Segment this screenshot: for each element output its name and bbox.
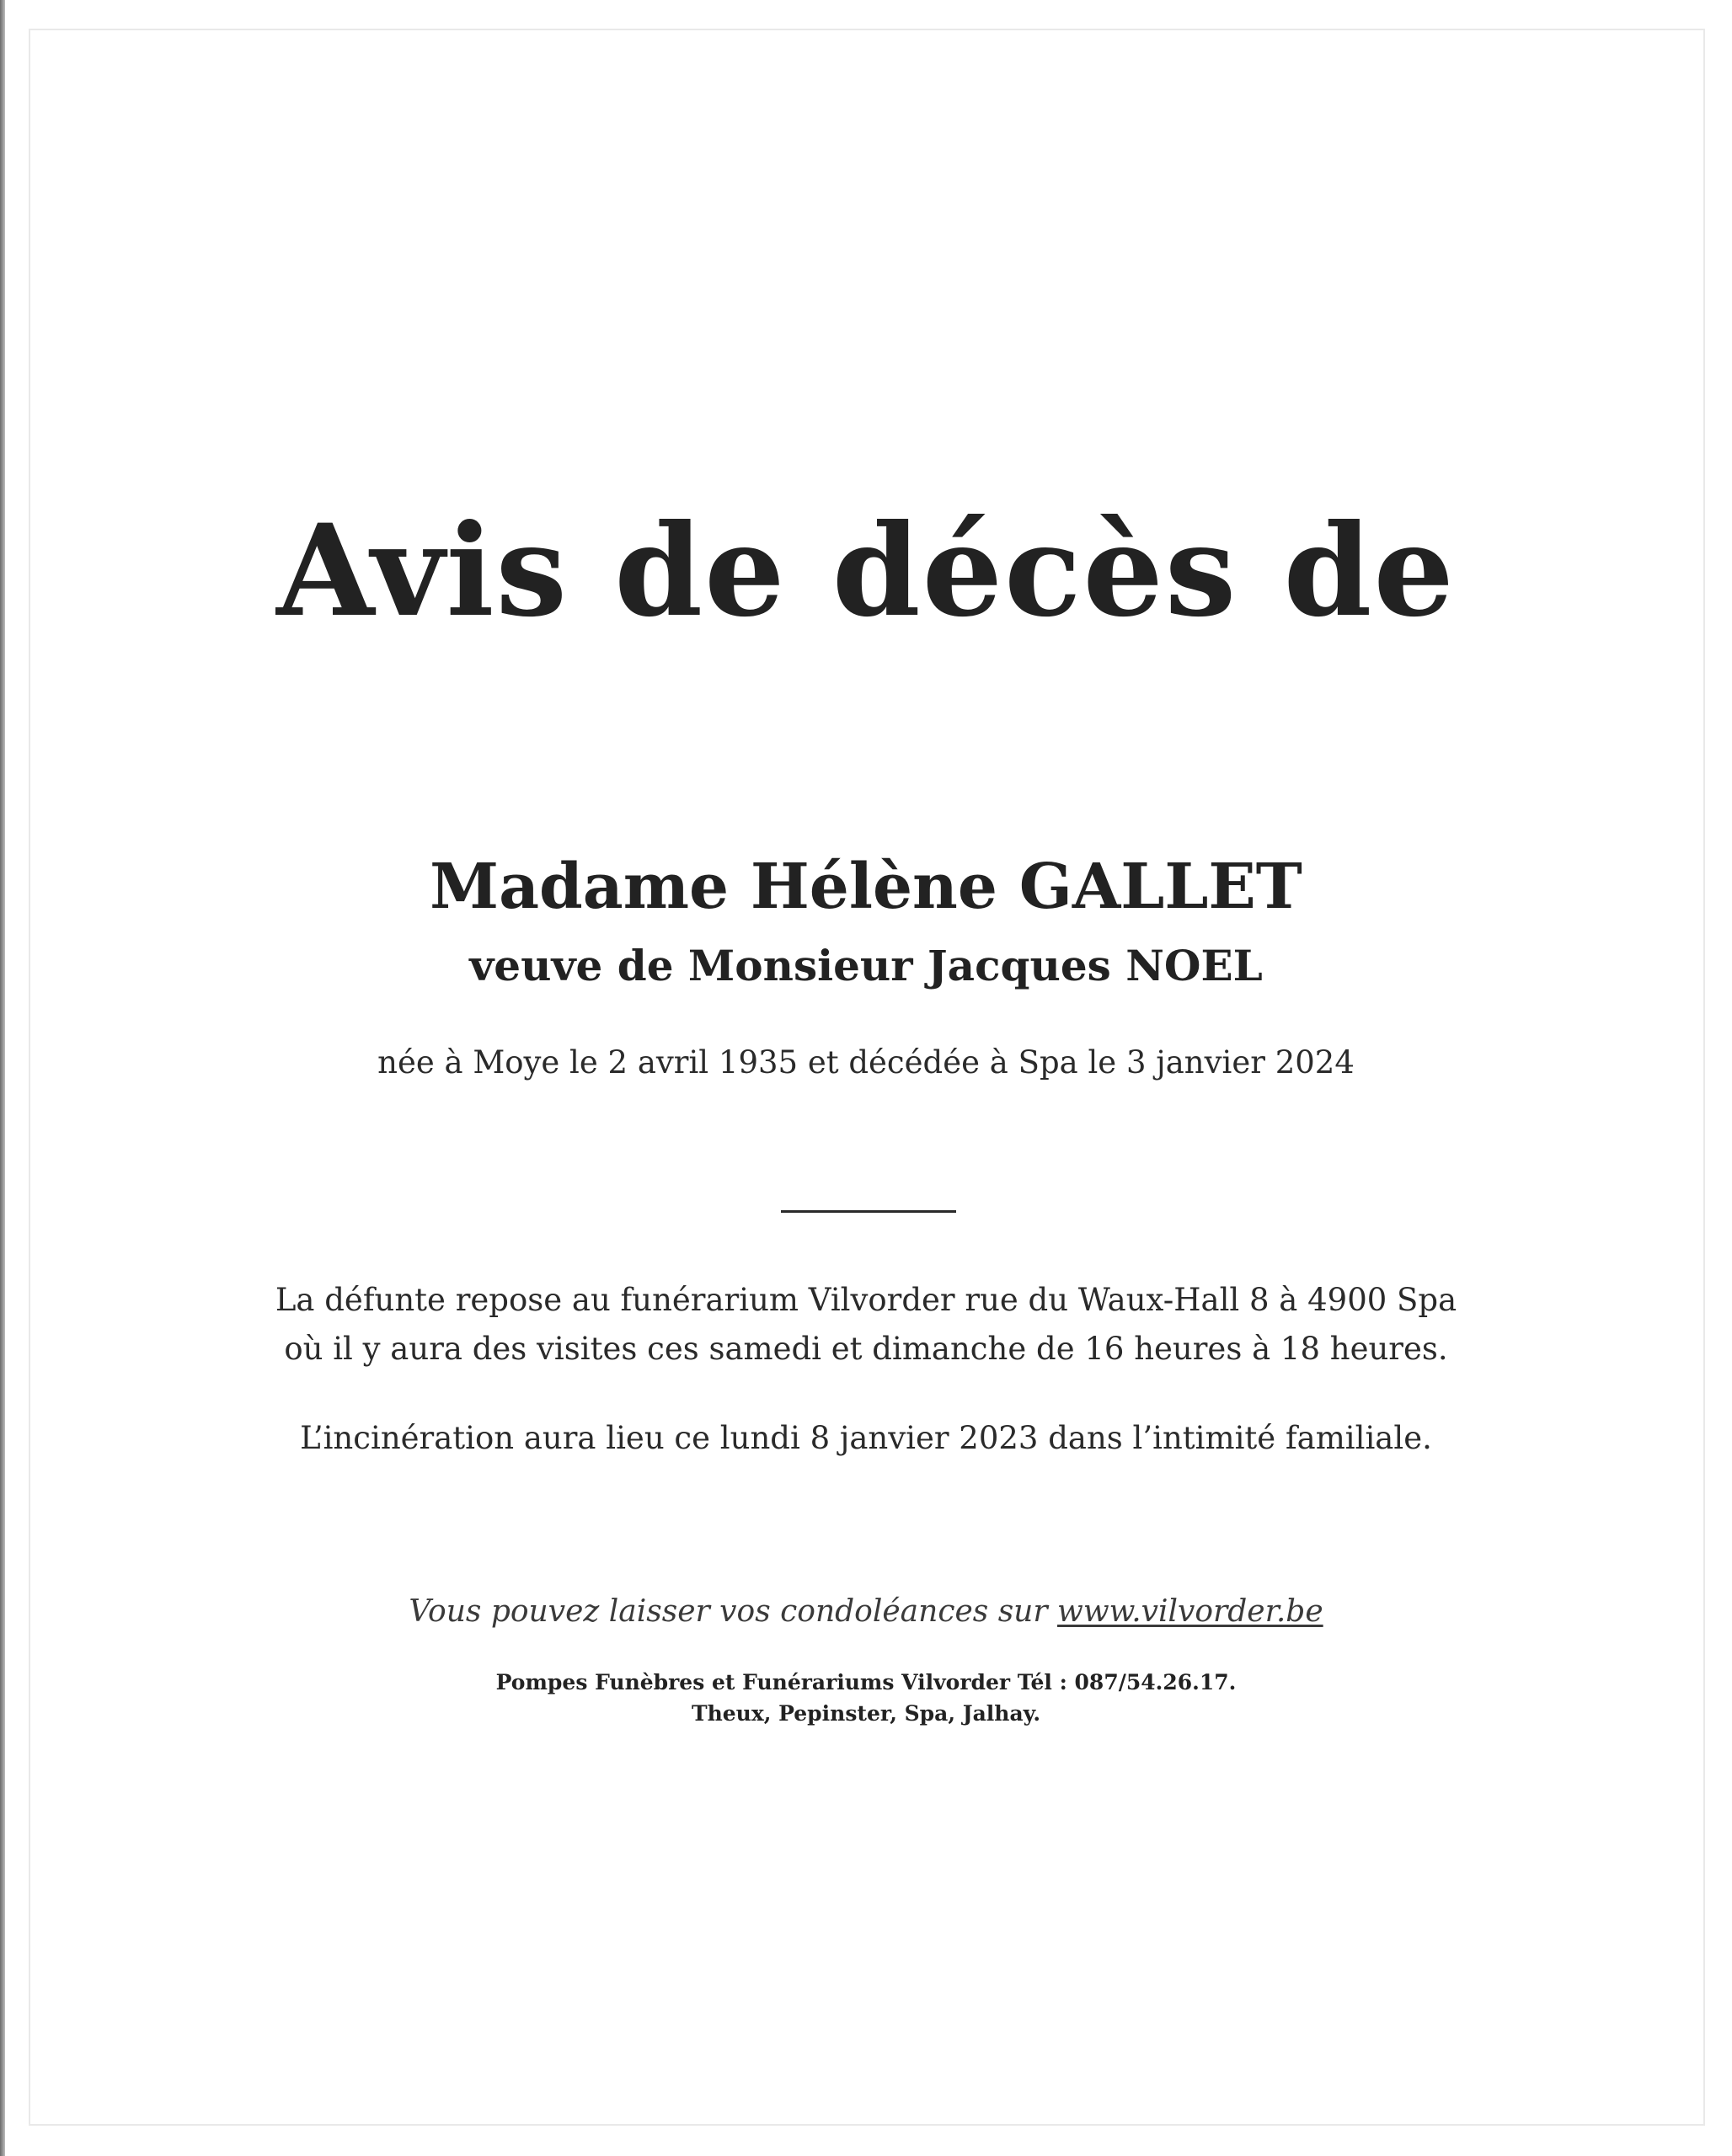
repose-line-2: où il y aura des visites ces samedi et dimanche de 16 heures à 18 heures. (284, 1331, 1448, 1367)
deceased-name: Madame Hélène GALLET (430, 851, 1302, 923)
condolences-link[interactable]: www.vilvorder.be (1057, 1594, 1323, 1629)
spouse-line: veuve de Monsieur Jacques NOEL (469, 941, 1263, 990)
repose-line-1: La défunte repose au funérarium Vilvorder rue du Waux-Hall 8 à 4900 Spa (275, 1282, 1457, 1318)
separator-line (781, 1210, 956, 1213)
notice-title: Avis de décès de (276, 497, 1456, 645)
funeral-home-locations: Theux, Pepinster, Spa, Jalhay. (691, 1701, 1041, 1726)
incineration-line: L’incinération aura lieu ce lundi 8 janvier 2023 dans l’intimité familiale. (300, 1420, 1432, 1456)
condolences-line (0, 1594, 1732, 1629)
funeral-home-contact: Pompes Funèbres et Funérariums Vilvorder Tél : 087/54.26.17. (495, 1670, 1237, 1694)
condolences-text: Vous pouvez laisser vos condoléances sur (409, 1594, 1048, 1629)
birth-death-dates: née à Moye le 2 avril 1935 et décédée à Spa le 3 janvier 2024 (377, 1044, 1355, 1081)
